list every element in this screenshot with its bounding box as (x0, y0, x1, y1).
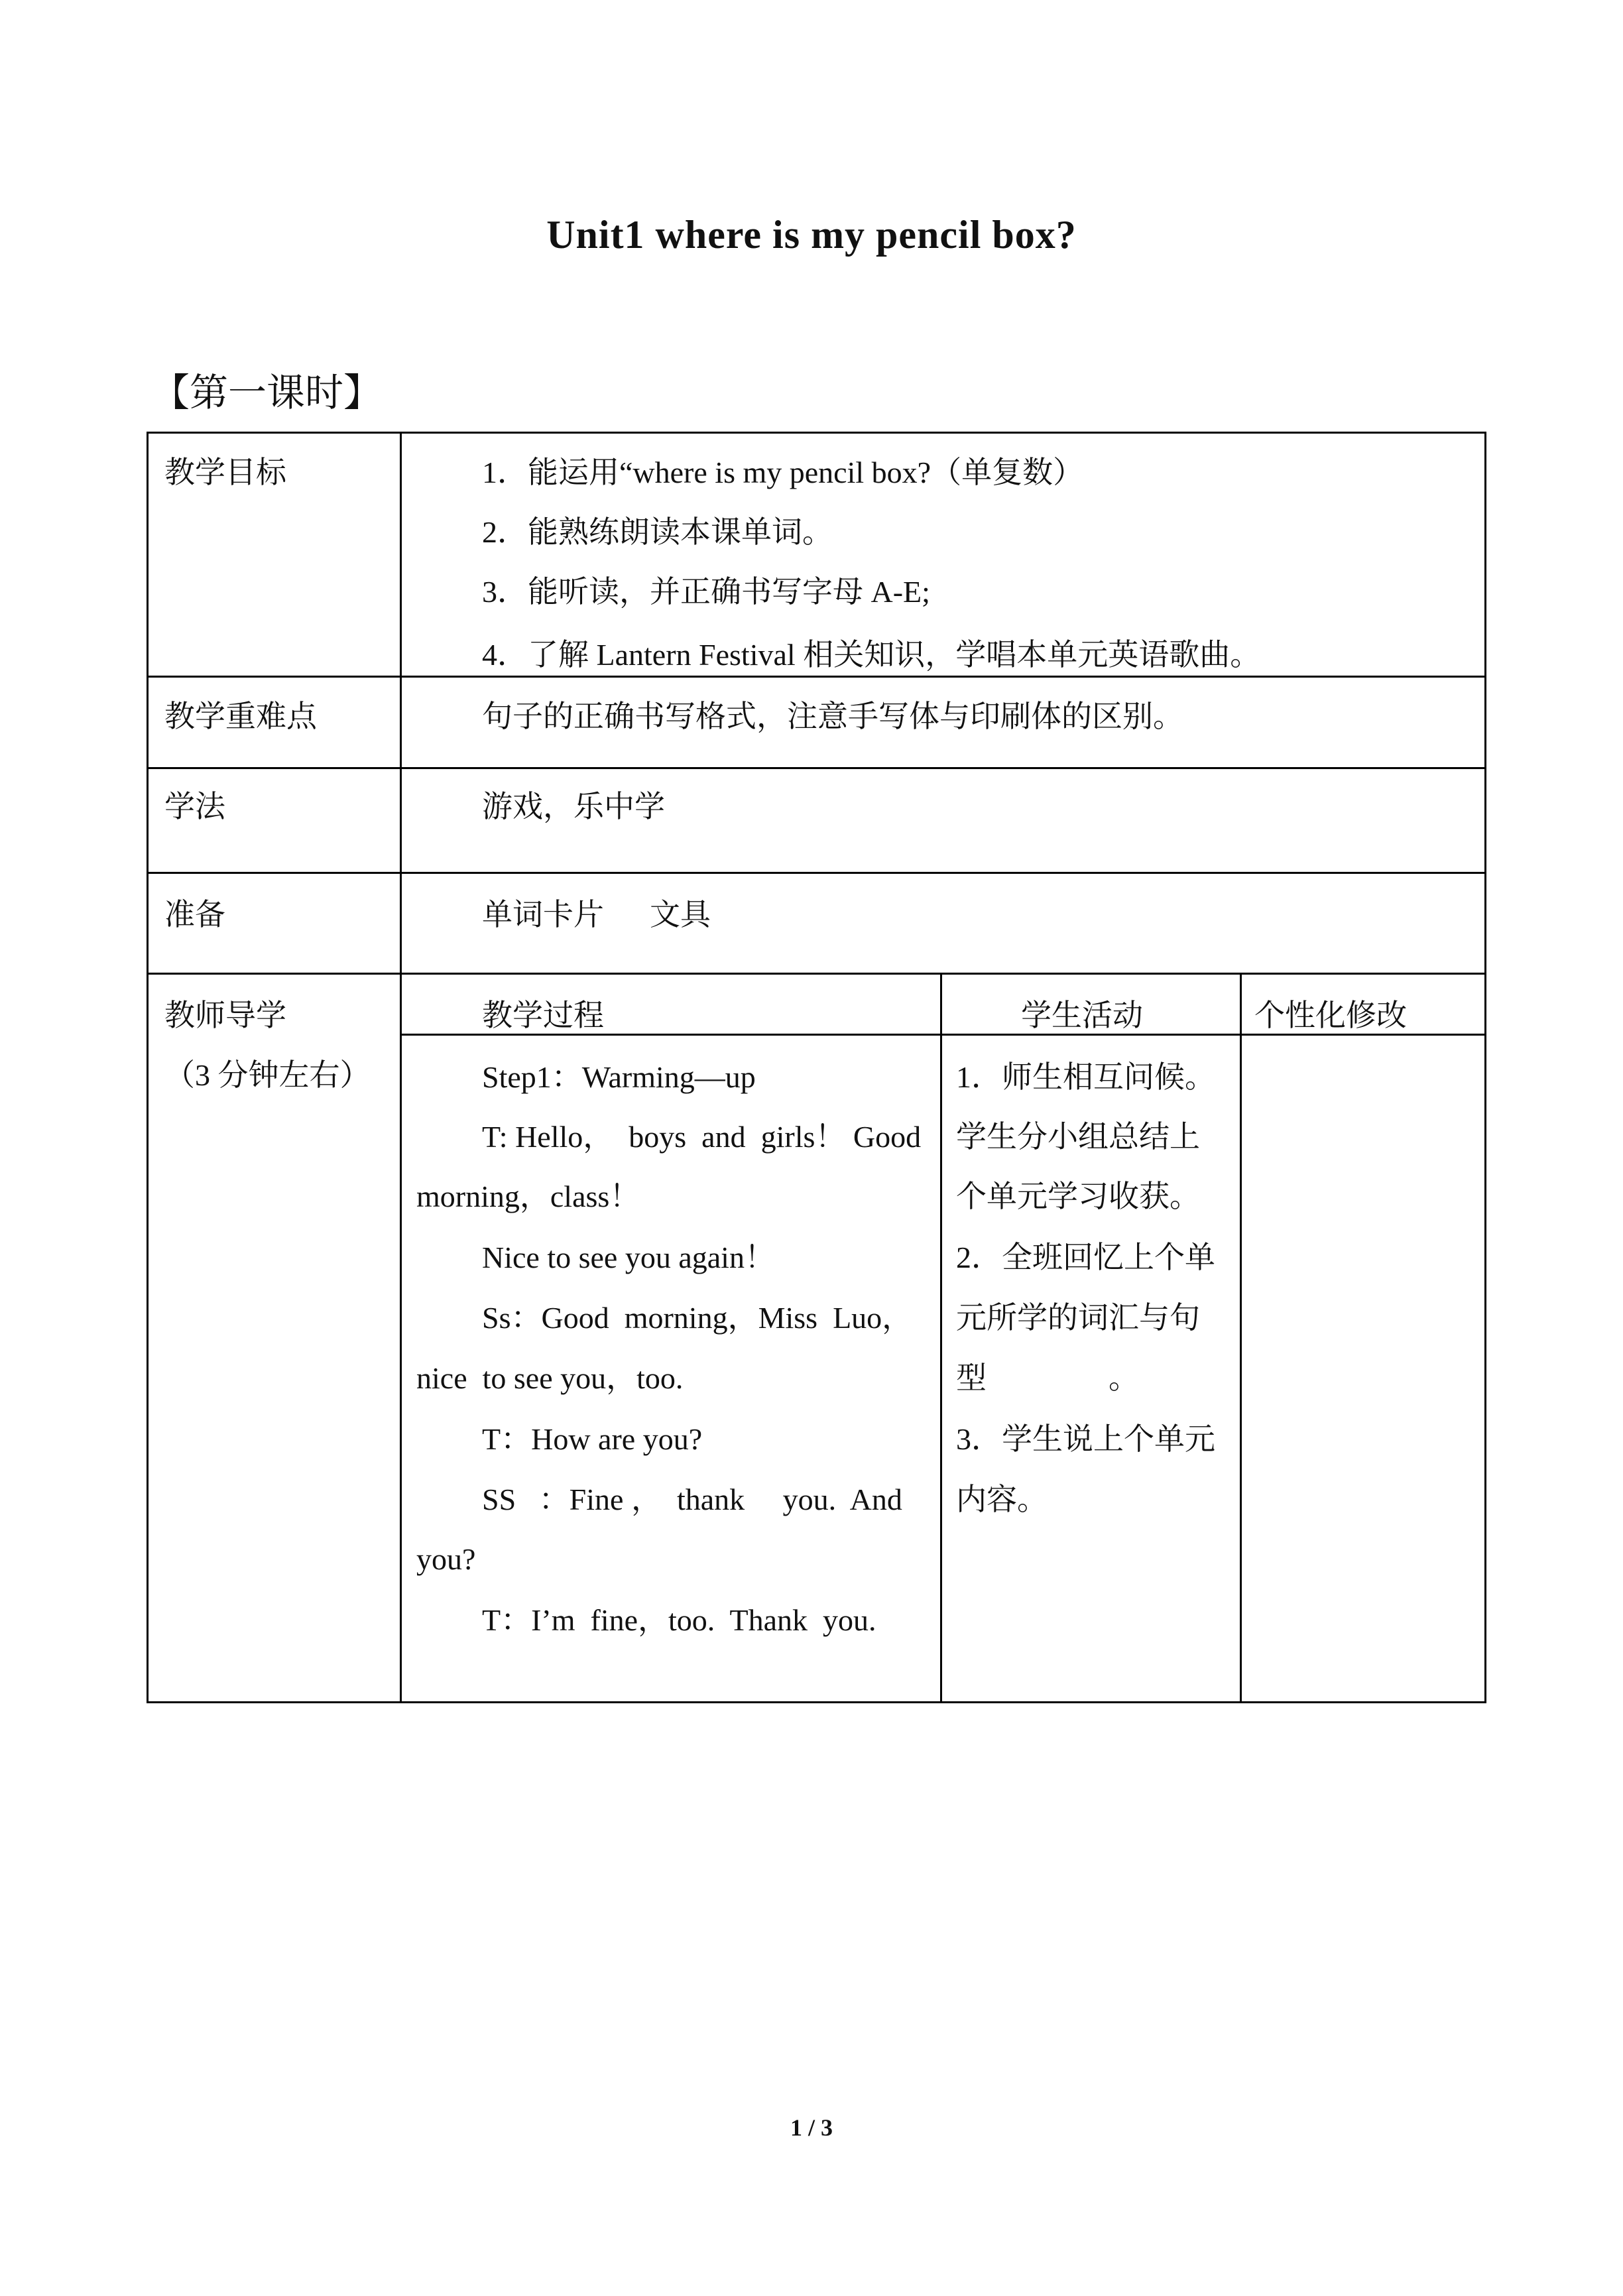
activity-line: 2．全班回忆上个单 (956, 1240, 1215, 1274)
activity-header: 学生活动 (1021, 998, 1143, 1032)
process-line: SS ：Fine ， thank you. And (482, 1482, 902, 1516)
process-line: morning，class！ (416, 1179, 640, 1213)
objectives-label: 教学目标 (164, 455, 286, 489)
process-line: nice to see you，too. (416, 1361, 684, 1395)
preparation-value: 单词卡片 文具 (482, 898, 711, 932)
method-label: 学法 (164, 790, 225, 823)
process-line: Ss：Good morning，Miss Luo， (482, 1301, 913, 1335)
key-points-label: 教学重难点 (164, 699, 317, 733)
table-border-left (147, 432, 149, 1703)
process-line: Nice to see you again！ (482, 1240, 775, 1274)
objective-item: 1．能运用“where is my pencil box?（单复数） (482, 455, 1084, 489)
table-border-top (147, 432, 1486, 434)
activity-line: 个单元学习收获。 (956, 1179, 1200, 1213)
modify-header: 个性化修改 (1254, 998, 1407, 1032)
activity-line: 1．师生相互问候。 (956, 1060, 1215, 1094)
guide-duration: （3 分钟左右） (164, 1058, 371, 1092)
objective-item: 3．能听读，并正确书写字母 A-E; (482, 575, 930, 609)
col-divider-process (940, 973, 942, 1703)
process-header: 教学过程 (482, 998, 604, 1032)
activity-line: 型 。 (956, 1361, 1139, 1395)
section-title: 【第一课时】 (151, 371, 383, 414)
table-border-right (1484, 432, 1486, 1703)
process-line: T：I’m fine，too. Thank you. (482, 1603, 876, 1637)
method-value: 游戏，乐中学 (482, 790, 665, 823)
activity-line: 3．学生说上个单元 (956, 1422, 1215, 1456)
col-divider-activity (1240, 973, 1242, 1703)
row-divider-4 (147, 973, 1486, 975)
preparation-label: 准备 (164, 898, 225, 932)
process-line: you? (416, 1542, 476, 1576)
row-divider-2 (147, 767, 1486, 769)
page-number: 1 / 3 (790, 2114, 833, 2141)
objective-item: 4．了解 Lantern Festival 相关知识，学唱本单元英语歌曲。 (482, 638, 1261, 672)
process-line: Step1：Warming—up (482, 1060, 756, 1094)
activity-line: 学生分小组总结上 (956, 1120, 1200, 1154)
key-points-value: 句子的正确书写格式，注意手写体与印刷体的区别。 (482, 699, 1183, 733)
activity-line: 内容。 (956, 1482, 1048, 1516)
process-line: T: Hello， boys and girls！ Good (482, 1120, 922, 1154)
row-divider-3 (147, 872, 1486, 874)
guide-label: 教师导学 (164, 998, 286, 1032)
col-divider-label (400, 432, 402, 1703)
table-border-bottom (147, 1701, 1486, 1703)
document-title: Unit1 where is my pencil box? (546, 213, 1077, 257)
objective-item: 2．能熟练朗读本课单词。 (482, 515, 833, 549)
activity-line: 元所学的词汇与句 (956, 1301, 1200, 1335)
process-line: T：How are you? (482, 1422, 703, 1456)
